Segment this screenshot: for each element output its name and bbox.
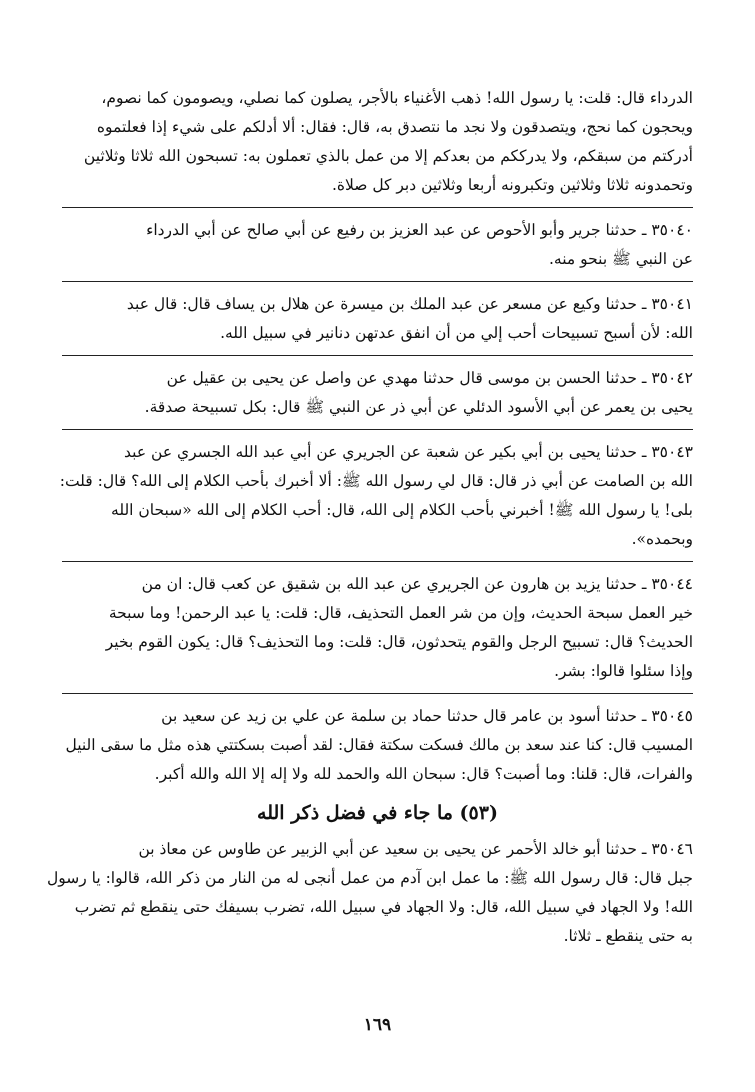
text-line: ٣٥٠٤٠ ـ حدثنا جرير وأبو الأحوص عن عبد العزيز بن رفيع عن أبي صالح عن أبي الدرداء: [146, 221, 693, 239]
divider: [62, 281, 693, 282]
text-line: المسيب قال: كنا عند سعد بن مالك فسكت سكتة فقال: لقد أصبت بسكتتي هذه مثل ما سقى النيل: [65, 736, 693, 754]
text-line: ٣٥٠٤٢ ـ حدثنا الحسن بن موسى قال حدثنا مهدي عن واصل عن يحيى بن عقيل عن: [166, 369, 693, 387]
text-line: جبل قال: قال رسول الله ﷺ: ما عمل ابن آدم من عمل أنجى له من النار من ذكر الله، قالوا: يا رسول: [46, 869, 693, 887]
text-line: الحديث؟ قال: تسبيح الرجل والقوم يتحدثون، قال: قلت: وما التحذيف؟ قال: يكون القوم بخير: [105, 633, 693, 651]
page-number: ١٦٩: [363, 1015, 392, 1035]
chapter-heading: (٥٣) ما جاء في فضل ذكر الله: [257, 802, 498, 824]
divider: [62, 561, 693, 562]
text-line: ٣٥٠٤٤ ـ حدثنا يزيد بن هارون عن الجريري عن عبد الله بن شقيق عن كعب قال: ان من: [141, 575, 693, 593]
text-line: أدركتم من سبقكم، ولا يدرككم من بعدكم إلا من عمل بالذي تعملون به: تسبحون الله ثلاثا وثلاثين: [83, 147, 693, 165]
text-line: الله بن الصامت عن أبي ذر قال: قال لي رسول الله ﷺ: ألا أخبرك بأحب الكلام إلى الله؟ قال: قلت:: [59, 472, 693, 490]
text-line: بلى! يا رسول الله ﷺ! أخبرني بأحب الكلام إلى الله، قال: أحب الكلام إلى الله «سبحان الله: [111, 501, 693, 519]
text-line: الله: لأن أسبح تسبيحات أحب إلي من أن انفق عدتهن دنانير في سبيل الله.: [220, 324, 693, 342]
text-line: وإذا سئلوا قالوا: بشر.: [554, 662, 693, 680]
divider: [62, 429, 693, 430]
hadith-35045: [62, 702, 693, 789]
divider: [62, 207, 693, 208]
text-line: ٣٥٠٤٦ ـ حدثنا أبو خالد الأحمر عن يحيى بن سعيد عن أبي الزبير عن طاوس عن معاذ بن: [138, 840, 693, 858]
divider: [62, 693, 693, 694]
text-line: عن النبي ﷺ بنحو منه.: [548, 250, 693, 268]
text-line: ٣٥٠٤١ ـ حدثنا وكيع عن مسعر عن عبد الملك بن ميسرة عن هلال بن يساف قال: قال عبد: [126, 295, 693, 313]
divider: [62, 355, 693, 356]
text-line: والفرات، قال: قلنا: وما أصبت؟ قال: سبحان الله والحمد لله ولا إله إلا الله والله أكبر.: [154, 765, 693, 783]
text-line: به حتى ينقطع ـ ثلاثا.: [563, 927, 693, 945]
text-line: ويحجون كما نحج، ويتصدقون ولا نجد ما نتصدق به، قال: فقال: ألا أدلكم على شيء إذا فعلتموه: [96, 118, 693, 136]
text-block-intro: [62, 84, 693, 200]
hadith-35042: [62, 364, 693, 422]
text-line: يحيى بن يعمر عن أبي الأسود الدئلي عن أبي ذر عن النبي ﷺ قال: بكل تسبيحة صدقة.: [144, 398, 693, 416]
text-line: وبحمده».: [631, 530, 693, 548]
text-line: الله! ولا الجهاد في سبيل الله، قال: ولا الجهاد في سبيل الله، تضرب بسيفك حتى ينقطع ثم تضرب: [74, 898, 693, 916]
hadith-35044: [62, 570, 693, 686]
text-line: ٣٥٠٤٣ ـ حدثنا يحيى بن أبي بكير عن شعبة عن الجريري عن أبي عبد الله الجسري عن عبد: [124, 443, 693, 461]
text-line: الدرداء قال: قلت: يا رسول الله! ذهب الأغنياء بالأجر، يصلون كما نصلي، ويصومون كما نصوم،: [101, 89, 693, 107]
hadith-35043: [59, 438, 693, 554]
hadith-35041: [62, 290, 693, 348]
text-line: ٣٥٠٤٥ ـ حدثنا أسود بن عامر قال حدثنا حماد بن سلمة عن علي بن زيد عن سعيد بن: [161, 707, 693, 725]
text-line: خير العمل سبحة الحديث، وإن من شر العمل التحذيف، قال: قلت: يا عبد الرحمن! وما سبحة: [108, 604, 693, 622]
hadith-35040: [62, 216, 693, 274]
text-line: وتحمدونه ثلاثا وثلاثين وتكبرونه أربعا وثلاثين دبر كل صلاة.: [331, 176, 693, 194]
hadith-35046: [46, 835, 693, 951]
